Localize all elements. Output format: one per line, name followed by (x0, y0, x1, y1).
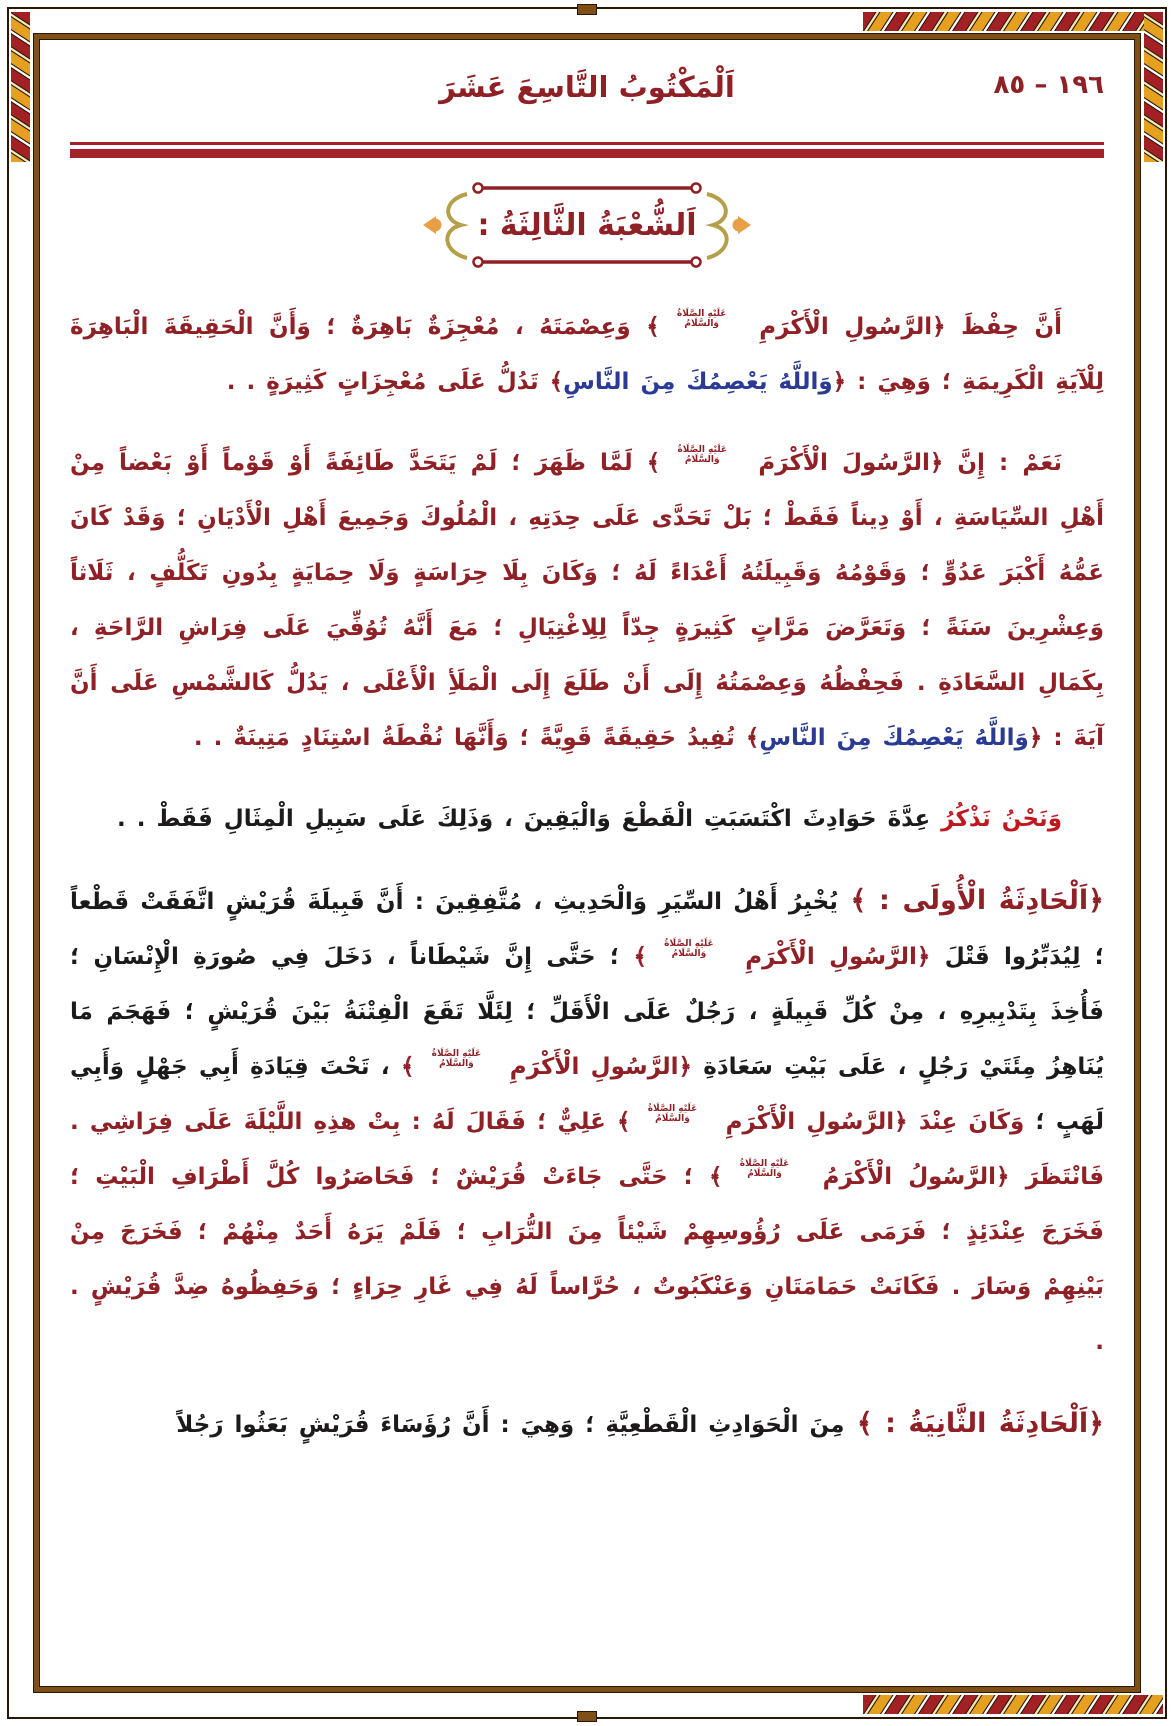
ornamental-border-right (1144, 12, 1163, 162)
header-divider-thin-line (70, 142, 1104, 145)
event-heading: ﴾ (837, 885, 867, 916)
text-segment: ؛ حَتَّى إِنَّ شَيْطَاناً ، دَخَلَ فِي صُورَةِ الْإِنْسَانِ ؛ فَأُخِذَ بِتَدْبِيرِهِ ، مِنْ كُلِّ قَبِيلَةٍ ، رَجُلٌ عَلَى الْأَقَلِّ ؛ لِئَلَّا تَقَعَ الْفِتْنَةُ بَيْنَ قُرَيْشٍ ؛ فَهَجَمَ مَا يُنَاهِزُ مِئَتَيْ رَجُلٍ ، عَلَى بَيْتِ سَعَادَةِ (70, 944, 1104, 1080)
page-number: ١٩٦ – ٨٥ (993, 70, 1104, 100)
paragraph (70, 873, 1104, 1370)
text-segment: ﴿الرَّسُولِ الْأَكْرَمِ (743, 314, 946, 340)
event-heading: ﴾ (844, 1408, 873, 1439)
text-segment: وَكَانَ عِنْدَ ﴿الرَّسُولِ الْأَكْرَمِ (714, 1109, 1025, 1135)
event-heading: اَلْحَادِثَةُ الْأُولَى : (866, 885, 1089, 916)
text-segment: ، تَحْتَ قِيَادَةِ أَبِي جَهْلٍ وَأَبِي لَهَبٍ ؛ (70, 1054, 1104, 1135)
page-header (70, 40, 1104, 126)
text-segment: ﴾ وَعِصْمَتَهُ ، مُعْجِزَةٌ بَاهِرَةٌ ؛ وَأَنَّ الْحَقِيقَةَ الْبَاهِرَةَ لِلْآيَةِ الْكَرِيمَةِ ؛ وَهِيَ : (70, 314, 1104, 395)
section-heading-frame (397, 172, 777, 278)
honorific-stamp: عَلَيْهِ الصَّلَاةُ وَالسَّلَامُ (677, 445, 728, 465)
honorific-stamp: عَلَيْهِ الصَّلَاةُ وَالسَّلَامُ (431, 1049, 482, 1069)
text-segment: ﴾ (745, 725, 760, 751)
text-segment: نَعَمْ : إِنَّ (943, 450, 1062, 476)
section-heading: اَلشُّعْبَةُ الثَّالِثَةُ : (477, 207, 697, 243)
text-segment: ﴾ ؛ حَتَّى جَاءَتْ قُرَيْشٌ ؛ فَحَاصَرُوا كُلَّ أَطْرَافِ الْبَيْتِ ؛ فَخَرَجَ عِنْدَئِذٍ ؛ فَرَمَى عَلَى رُؤُوسِهِمْ شَيْئاً مِنَ التُّرَابِ ؛ فَلَمْ يَرَهُ أَحَدٌ مِنْهُمْ ؛ فَخَرَجَ مِنْ بَيْنِهِمْ وَسَارَ . فَكَانَتْ حَمَامَتَانِ وَعَنْكَبُوتٌ ، حُرَّاساً لَهُ فِي غَارِ حِرَاءٍ ؛ وَحَفِظُوهُ ضِدَّ قُرَيْشٍ . . (70, 1164, 1104, 1355)
event-heading: ﴿ (1088, 1408, 1104, 1439)
border-tab-bottom-icon (577, 1711, 597, 1722)
honorific-stamp: عَلَيْهِ الصَّلَاةُ وَالسَّلَامُ (676, 309, 727, 329)
header-divider-thick-line (70, 149, 1104, 158)
text-segment: ﴿الرَّسُولِ الْأَكْرَمِ (730, 944, 931, 970)
text-segment: ﴾ (633, 944, 647, 970)
body-text (70, 300, 1104, 1453)
event-heading: اَلْحَادِثَةُ الثَّانِيَةُ : (872, 1408, 1089, 1439)
text-segment: تَدُلُّ عَلَى مُعْجِزَاتٍ كَثِيرَةٍ . . (226, 369, 550, 395)
honorific-stamp: عَلَيْهِ الصَّلَاةُ وَالسَّلَامُ (647, 1104, 698, 1124)
text-segment: ﴾ (400, 1054, 415, 1080)
text-segment: وَنَحْنُ نَذْكُرُ (941, 806, 1062, 832)
text-segment: ﴿ (832, 369, 847, 395)
ornamental-border-left (11, 12, 30, 162)
text-segment: تُفِيدُ حَقِيقَةً قَوِيَّةً ؛ وَأَنَّهَا نُقْطَةُ اسْتِنَادٍ مَتِينَةٌ . . (193, 725, 746, 751)
ornamental-border-bottom (863, 1695, 1163, 1714)
honorific-stamp: عَلَيْهِ الصَّلَاةُ وَالسَّلَامُ (739, 1159, 790, 1179)
paragraph (70, 1396, 1104, 1453)
honorific-stamp: عَلَيْهِ الصَّلَاةُ وَالسَّلَامُ (664, 939, 714, 959)
text-segment: يُخْبِرُ أَهْلُ السِّيَرِ وَالْحَدِيثِ ، مُتَّفِقِينَ : أَنَّ قَبِيلَةَ قُرَيْشٍ اتَّفَقَتْ قَطْعاً ؛ لِيُدَبِّرُوا قَتْلَ (70, 889, 1104, 970)
paragraph (70, 436, 1104, 766)
paragraph (70, 792, 1104, 847)
page-content (40, 40, 1134, 1686)
page-title: اَلْمَكْتُوبُ التَّاسِعَ عَشَرَ (439, 70, 735, 104)
text-segment: مِنَ الْحَوَادِثِ الْقَطْعِيَّةِ ؛ وَهِيَ : أَنَّ رُؤَسَاءَ قُرَيْشٍ بَعَثُوا رَجُلاً (176, 1412, 845, 1438)
text-segment: أَنَّ حِفْظَ (945, 314, 1062, 340)
text-segment: ﴿الرَّسُولِ الْأَكْرَمِ (498, 1054, 692, 1080)
text-segment: ﴾ لَمَّا ظَهَرَ ؛ لَمْ يَتَحَدَّ طَائِفَةً أَوْ قَوْماً أَوْ بَعْضاً مِنْ أَهْلِ السِّيَاسَةِ ، أَوْ دِيناً فَقَطْ ؛ بَلْ تَحَدَّى عَلَى حِدَتِهِ ، الْمُلُوكَ وَجَمِيعَ أَهْلِ الْأَدْيَانِ ؛ وَقَدْ كَانَ عَمُّهُ أَكْبَرَ عَدُوٍّ ؛ وَقَوْمُهُ وَقَبِيلَتُهُ أَعْدَاءً لَهُ ؛ وَكَانَ بِلَا حِرَاسَةٍ وَلَا حِمَايَةٍ بِدُونِ تَكَلُّفٍ ، ثَلَاثاً وَعِشْرِينَ سَنَةً ؛ وَتَعَرَّضَ مَرَّاتٍ كَثِيرَةٍ جِدّاً لِلِاغْتِيَالِ ؛ مَعَ أَنَّهُ تُوُفِّيَ عَلَى فِرَاشِ الرَّاحَةِ ، بِكَمَالِ السَّعَادَةِ . فَحِفْظُهُ وَعِصْمَتُهُ إِلَى أَنْ طَلَعَ إِلَى الْمَلَأِ الْأَعْلَى ، يَدُلُّ كَالشَّمْسِ عَلَى أَنَّ آيَةَ : (70, 450, 1104, 751)
text-segment: وَاللَّهُ يَعْصِمُكَ مِنَ النَّاسِ (759, 725, 1029, 751)
header-divider (70, 142, 1104, 158)
text-segment: ﴿الرَّسُولَ الْأَكْرَمَ (744, 450, 944, 476)
text-segment: عِدَّةَ حَوَادِثَ اكْتَسَبَتِ الْقَطْعَ وَالْيَقِينَ ، وَذَلِكَ عَلَى سَبِيلِ الْمِثَالِ فَقَطْ . . (117, 806, 942, 832)
text-segment: ﴾ عَلِيٌّ ؛ فَقَالَ لَهُ : بِتْ هذِهِ اللَّيْلَةَ عَلَى فِرَاشِي . فَانْتَظَرَ ﴿الرَّسُولُ الْأَكْرَمُ (70, 1109, 1105, 1190)
border-tab-top-icon (577, 4, 597, 15)
event-heading: ﴿ (1088, 885, 1104, 916)
paragraph (70, 300, 1104, 410)
text-segment: ﴾ (549, 369, 564, 395)
text-segment: ﴿ (1028, 725, 1043, 751)
text-segment: وَاللَّهُ يَعْصِمُكَ مِنَ النَّاسِ (563, 369, 833, 395)
ornamental-border-top (863, 12, 1163, 31)
